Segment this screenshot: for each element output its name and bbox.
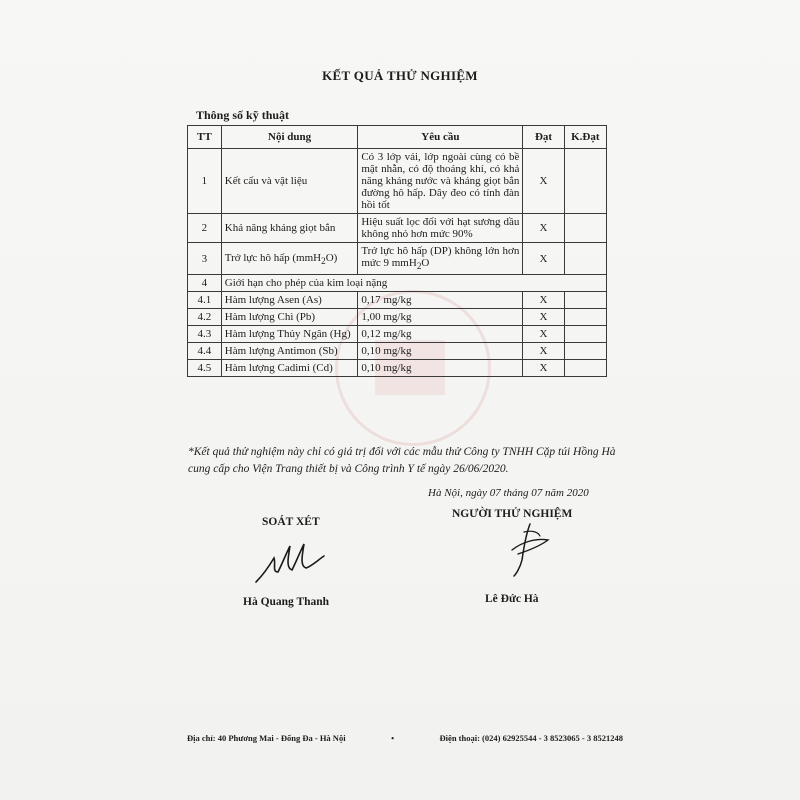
cell-requirement: 0,17 mg/kg bbox=[358, 292, 523, 309]
table-row bbox=[188, 149, 607, 214]
spec-table bbox=[187, 125, 607, 377]
footer bbox=[187, 733, 623, 743]
reviewer-signature bbox=[250, 538, 330, 588]
validity-note: *Kết quả thử nghiệm này chỉ có giá trị đối với các mẫu thử Công ty TNHH Cặp túi Hồng Hà cung cấp cho Viện Trang thiết bị và Công trình Y tế ngày 26/06/2020. bbox=[188, 446, 616, 475]
cell-pass: X bbox=[523, 360, 564, 377]
cell-pass: X bbox=[523, 149, 564, 214]
header-content: Nội dung bbox=[221, 126, 358, 149]
cell-fail bbox=[564, 326, 606, 343]
cell-requirement: 1,00 mg/kg bbox=[358, 309, 523, 326]
tester-label: NGƯỜI THỬ NGHIỆM bbox=[452, 508, 573, 520]
cell-content: Khả năng kháng giọt bắn bbox=[221, 214, 358, 243]
table-row bbox=[188, 243, 607, 275]
cell-requirement: Hiệu suất lọc đối với hạt sương dầu không nhỏ hơn mức 90% bbox=[358, 214, 523, 243]
table-group-row bbox=[188, 275, 607, 292]
header-requirement: Yêu cầu bbox=[358, 126, 523, 149]
table-row bbox=[188, 326, 607, 343]
cell-fail bbox=[564, 343, 606, 360]
requirement-text: Trở lực hô hấp (DP) không lớn hơn mức 9 mmH bbox=[361, 245, 520, 269]
cell-requirement: 0,12 mg/kg bbox=[358, 326, 523, 343]
cell-content: Hàm lượng Cadimi (Cd) bbox=[221, 360, 358, 377]
cell-pass: X bbox=[523, 309, 564, 326]
section-title: Thông số kỹ thuật bbox=[196, 108, 290, 122]
header-fail: K.Đạt bbox=[564, 126, 606, 149]
tester-name: Lê Đức Hà bbox=[485, 593, 539, 605]
cell-fail bbox=[564, 149, 606, 214]
footer-address: Địa chỉ: 40 Phương Mai - Đống Đa - Hà Nội bbox=[187, 733, 346, 743]
cell-fail bbox=[564, 214, 606, 243]
footer-phone: Điện thoại: (024) 62925544 - 3 8523065 - 3 8521248 bbox=[439, 733, 623, 743]
cell-pass: X bbox=[523, 243, 564, 275]
cell-content: Hàm lượng Thủy Ngân (Hg) bbox=[221, 326, 358, 343]
date-line: Hà Nội, ngày 07 tháng 07 năm 2020 bbox=[428, 487, 589, 499]
cell-tt: 3 bbox=[188, 243, 222, 275]
table-row bbox=[188, 214, 607, 243]
table-header-row bbox=[188, 126, 607, 149]
cell-tt: 4 bbox=[188, 275, 222, 292]
cell-requirement: 0,10 mg/kg bbox=[358, 360, 523, 377]
cell-requirement bbox=[358, 243, 523, 275]
table-row bbox=[188, 360, 607, 377]
cell-fail bbox=[564, 243, 606, 275]
cell-tt: 2 bbox=[188, 214, 222, 243]
content-text-end: O) bbox=[325, 251, 338, 264]
cell-content: Hàm lượng Antimon (Sb) bbox=[221, 343, 358, 360]
cell-requirement: 0,10 mg/kg bbox=[358, 343, 523, 360]
cell-content: Hàm lượng Chì (Pb) bbox=[221, 309, 358, 326]
reviewer-name: Hà Quang Thanh bbox=[243, 596, 330, 608]
tester-signature bbox=[500, 520, 560, 580]
cell-pass: X bbox=[523, 343, 564, 360]
cell-content: Kết cấu và vật liệu bbox=[221, 149, 358, 214]
cell-pass: X bbox=[523, 326, 564, 343]
cell-tt: 4.5 bbox=[188, 360, 222, 377]
cell-tt: 4.2 bbox=[188, 309, 222, 326]
cell-content bbox=[221, 243, 358, 275]
cell-tt: 4.1 bbox=[188, 292, 222, 309]
document-title: KẾT QUẢ THỬ NGHIỆM bbox=[322, 68, 478, 83]
cell-tt: 4.3 bbox=[188, 326, 222, 343]
reviewer-label: SOÁT XÉT bbox=[262, 516, 320, 528]
cell-fail bbox=[564, 292, 606, 309]
cell-tt: 4.4 bbox=[188, 343, 222, 360]
cell-tt: 1 bbox=[188, 149, 222, 214]
footer-separator: • bbox=[391, 733, 395, 743]
requirement-subscript: 2 bbox=[416, 261, 422, 272]
cell-group: Giới hạn cho phép của kim loại nặng bbox=[221, 275, 606, 292]
table-row bbox=[188, 309, 607, 326]
content-text: Trở lực hô hấp (mmH bbox=[224, 251, 322, 264]
cell-pass: X bbox=[523, 214, 564, 243]
cell-fail bbox=[564, 309, 606, 326]
cell-requirement: Có 3 lớp vải, lớp ngoài cùng có bề mặt nhẵn, có độ thoáng khí, có khả năng kháng nước và kháng giọt bắn đường hô hấp. Dây đeo có tính đàn hồi tốt bbox=[358, 149, 523, 214]
table-row bbox=[188, 343, 607, 360]
requirement-text-end: O bbox=[421, 257, 430, 269]
cell-fail bbox=[564, 360, 606, 377]
header-pass: Đạt bbox=[523, 126, 564, 149]
cell-content: Hàm lượng Asen (As) bbox=[221, 292, 358, 309]
header-tt: TT bbox=[188, 126, 222, 149]
content-subscript: 2 bbox=[321, 255, 326, 266]
table-row bbox=[188, 292, 607, 309]
cell-pass: X bbox=[523, 292, 564, 309]
